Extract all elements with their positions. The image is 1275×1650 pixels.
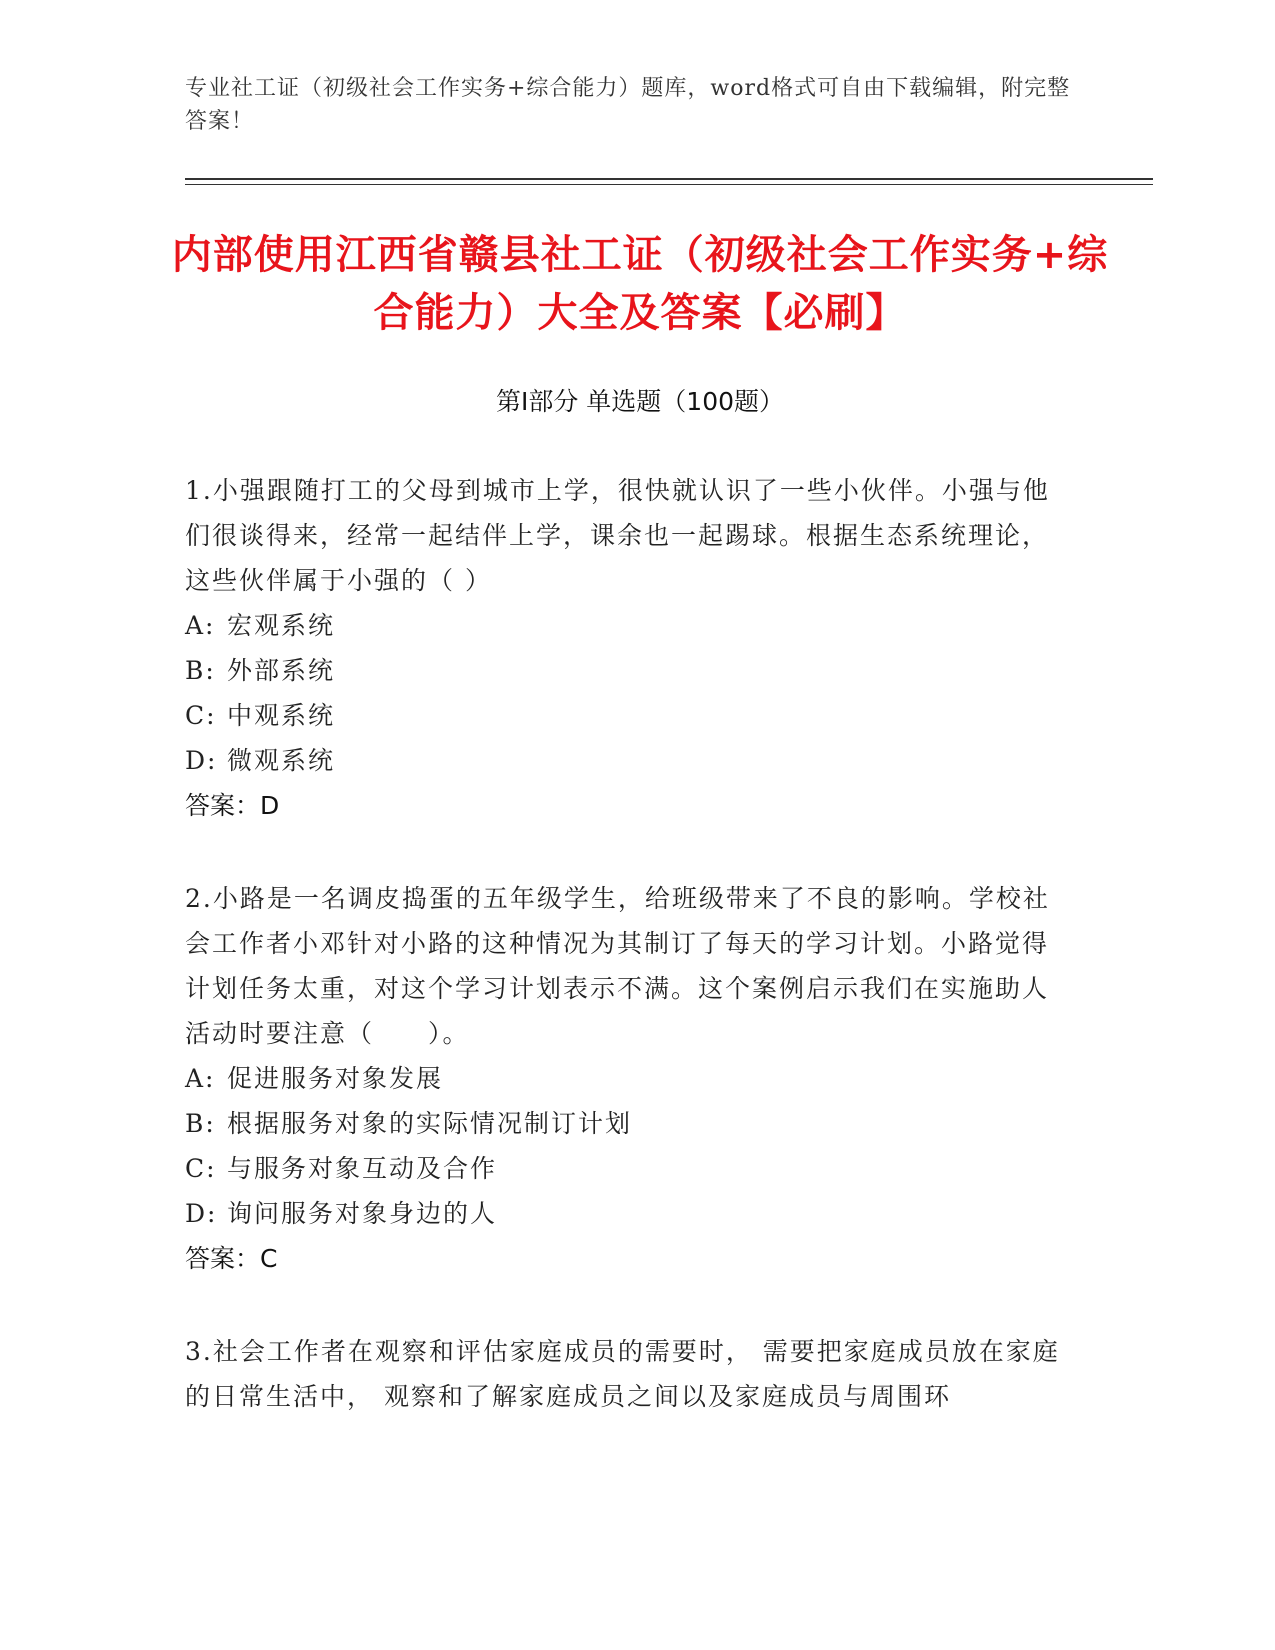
option-a — [185, 1056, 1065, 1101]
option-text: 促进服务对象发展 — [227, 1064, 444, 1093]
option-d — [185, 738, 1065, 783]
option-b — [185, 648, 1065, 693]
question-list — [185, 468, 1065, 1467]
question-stem: 3.社会工作者在观察和评估家庭成员的需要时， 需要把家庭成员放在家庭的日常生活中， 观察和了解家庭成员之间以及家庭成员与周围环 — [185, 1337, 1060, 1411]
option-c — [185, 1146, 1065, 1191]
option-d — [185, 1191, 1065, 1236]
header-note: 专业社工证（初级社会工作实务+综合能力）题库，word格式可自由下载编辑，附完整答案！ — [185, 76, 1071, 134]
option-key: B: — [185, 656, 216, 685]
header-rule-thin — [185, 184, 1153, 185]
answer-line: 答案：D — [185, 791, 280, 820]
option-a — [185, 603, 1065, 648]
option-b — [185, 1101, 1065, 1146]
option-key: D: — [185, 1199, 218, 1228]
option-text: 根据服务对象的实际情况制订计划 — [227, 1109, 633, 1138]
option-text: 宏观系统 — [227, 611, 336, 640]
option-text: 微观系统 — [227, 746, 336, 775]
option-key: A: — [185, 1064, 216, 1093]
option-key: C: — [185, 1154, 217, 1183]
option-c — [185, 693, 1065, 738]
question-1 — [185, 468, 1065, 828]
option-key: C: — [185, 701, 217, 730]
question-stem: 1.小强跟随打工的父母到城市上学，很快就认识了一些小伙伴。小强与他们很谈得来，经常一起结伴上学，课余也一起踢球。根据生态系统理论，这些伙伴属于小强的（ ） — [185, 476, 1050, 595]
question-3 — [185, 1329, 1065, 1419]
question-2 — [185, 876, 1065, 1281]
option-key: A: — [185, 611, 216, 640]
answer-line: 答案：C — [185, 1244, 278, 1273]
section-title: 第Ⅰ部分 单选题（100题） — [495, 387, 785, 416]
option-text: 询问服务对象身边的人 — [227, 1199, 498, 1228]
option-text: 与服务对象互动及合作 — [227, 1154, 498, 1183]
option-key: B: — [185, 1109, 216, 1138]
option-text: 外部系统 — [227, 656, 336, 685]
question-stem: 2.小路是一名调皮捣蛋的五年级学生，给班级带来了不良的影响。学校社会工作者小邓针对小路的这种情况为其制订了每天的学习计划。小路觉得计划任务太重，对这个学习计划表示不满。这个案例启示我们在实施助人活动时要注意（ ）。 — [185, 884, 1050, 1048]
option-text: 中观系统 — [227, 701, 336, 730]
header-rule-thick — [185, 178, 1153, 180]
document-title: 内部使用江西省赣县社工证（初级社会工作实务+综合能力）大全及答案【必刷】 — [171, 232, 1109, 336]
option-key: D: — [185, 746, 218, 775]
